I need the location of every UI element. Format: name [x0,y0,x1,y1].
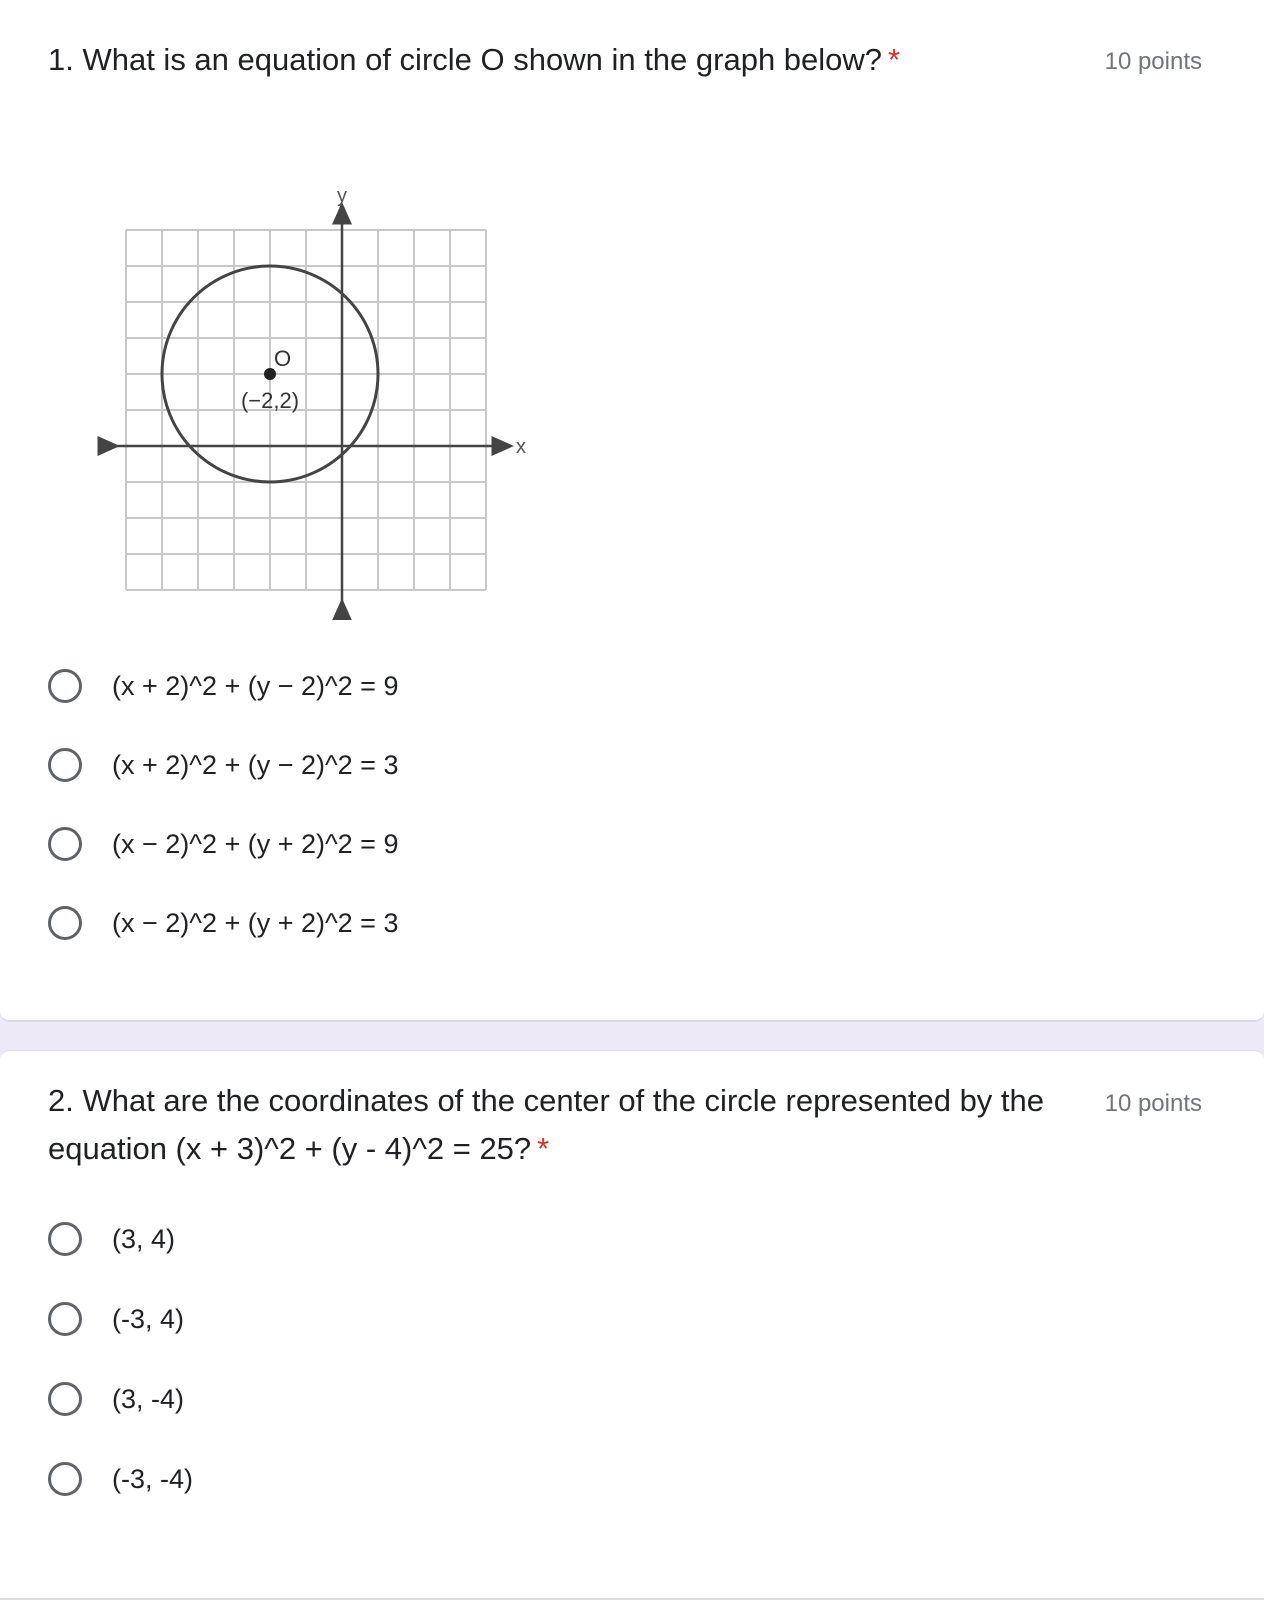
question-1-points: 10 points [1104,48,1202,75]
question-2-text-line1: 2. What are the coordinates of the center of the circle represented by the [48,1083,1045,1118]
radio-button[interactable] [48,1382,82,1416]
question-2-points: 10 points [1104,1090,1202,1117]
option-label: (x − 2)^2 + (y + 2)^2 = 3 [112,907,399,938]
circle-graph [96,180,536,620]
option-label: (-3, 4) [112,1303,185,1334]
q2-option-3[interactable] [48,1377,184,1421]
option-label: (-3, -4) [112,1463,193,1494]
option-label: (3, -4) [112,1383,185,1414]
radio-button[interactable] [48,827,82,861]
center-label-o: O [274,346,292,371]
question-2-card [0,1050,1264,1600]
q2-option-2[interactable] [48,1297,184,1341]
radio-button[interactable] [48,1222,82,1256]
question-1-text: 1. What is an equation of circle O shown in the graph below? [48,42,883,77]
q2-option-4[interactable] [48,1457,193,1501]
required-asterisk: * [537,1131,550,1166]
radio-button[interactable] [48,748,82,782]
required-asterisk: * [888,42,901,77]
radio-button[interactable] [48,669,82,703]
question-1-title [48,36,900,84]
question-2-text-line2 [48,1125,1108,1173]
radio-button[interactable] [48,1302,82,1336]
radio-button[interactable] [48,906,82,940]
question-2-text-line2-content: equation (x + 3)^2 + (y - 4)^2 = 25? [48,1131,532,1166]
option-label: (x − 2)^2 + (y + 2)^2 = 9 [112,828,399,859]
option-label: (x + 2)^2 + (y − 2)^2 = 9 [112,670,399,701]
option-label: (3, 4) [112,1223,176,1254]
question-2-title [48,1077,1108,1173]
x-axis-label: x [516,436,526,458]
graph-grid [126,230,486,590]
q1-option-4[interactable] [48,901,398,945]
q1-option-3[interactable] [48,822,398,866]
radio-button[interactable] [48,1462,82,1496]
q1-option-2[interactable] [48,743,398,787]
y-axis-label: y [337,185,347,207]
option-label: (x + 2)^2 + (y − 2)^2 = 3 [112,749,399,780]
center-coordinate-label: (−2,2) [240,388,300,413]
q1-option-1[interactable] [48,664,398,708]
q2-option-1[interactable] [48,1217,175,1261]
